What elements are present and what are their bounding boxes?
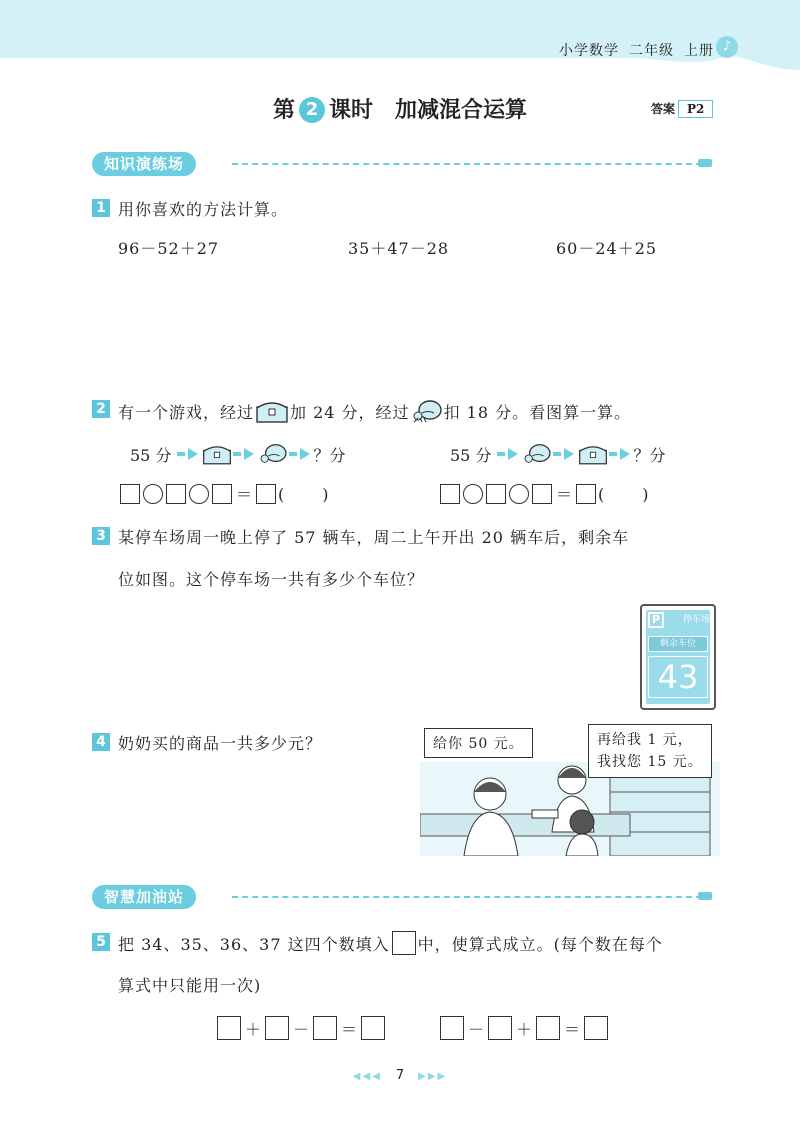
equals-sign: ＝: [556, 485, 573, 504]
parking-p-icon: P: [648, 612, 664, 628]
answer-box[interactable]: [212, 484, 232, 504]
question-2-text: [118, 398, 631, 424]
volume-label: 上册: [684, 43, 714, 59]
arrow-icon: [508, 448, 518, 460]
equation-left: [120, 482, 331, 505]
answer-box[interactable]: [486, 484, 506, 504]
treasure-chest-icon: [254, 398, 290, 424]
answer-page: P2: [678, 100, 713, 118]
treasure-chest-icon: [201, 442, 233, 466]
answer-box[interactable]: [217, 1016, 241, 1040]
cashier-line-2: 我找您 15 元。: [597, 754, 703, 770]
answer-box[interactable]: [361, 1016, 385, 1040]
operator-circle[interactable]: [143, 484, 163, 504]
section-divider: [232, 163, 702, 165]
flow-right: [450, 442, 665, 466]
arrow-icon: [244, 448, 254, 460]
example-box: [392, 931, 416, 955]
flow-left: [130, 442, 345, 466]
question-4-text: 奶奶买的商品一共多少元？: [118, 734, 323, 753]
book-series: [559, 40, 714, 60]
parking-sign-title: 停车场: [682, 615, 710, 625]
flow-left-end: ？分: [313, 445, 346, 465]
shop-illustration: [420, 722, 720, 856]
equation-right: [440, 482, 651, 505]
answer-box[interactable]: [313, 1016, 337, 1040]
question-1-text: 用你喜欢的方法计算。: [118, 200, 289, 219]
title-topic: 加减混合运算: [395, 98, 528, 123]
operator-circle[interactable]: [189, 484, 209, 504]
expression-1: 96－52＋27: [118, 239, 220, 258]
flow-right-start: 55 分: [450, 445, 492, 465]
title-suffix: 课时: [328, 98, 373, 123]
hermit-crab-icon: [257, 442, 289, 466]
arrow-icon: [620, 448, 630, 460]
minus-sign: －: [468, 1019, 485, 1039]
answer-box[interactable]: [440, 484, 460, 504]
question-number-5: 5: [92, 933, 110, 951]
equals-sign: ＝: [341, 1019, 358, 1039]
answer-box[interactable]: [265, 1016, 289, 1040]
lesson-number: 2: [299, 97, 325, 123]
answer-box[interactable]: [166, 484, 186, 504]
question-number-4: 4: [92, 733, 110, 751]
left-arrows-icon: ◀◀◀: [352, 1071, 382, 1082]
answer-box[interactable]: [576, 484, 596, 504]
title-prefix: 第: [272, 98, 295, 123]
answer-box[interactable]: [532, 484, 552, 504]
question-5-text-a: 把 34、35、36、37 这四个数填入: [118, 934, 390, 954]
minus-sign: －: [293, 1019, 310, 1039]
hermit-crab-icon: [410, 398, 444, 424]
question-5-line-1: [118, 931, 663, 955]
section-practice-label: 知识演练场: [92, 152, 196, 176]
question-5-line-2: 算式中只能用一次): [118, 976, 262, 995]
flow-right-end: ？分: [633, 445, 666, 465]
answer-box[interactable]: [584, 1016, 608, 1040]
unit-paren[interactable]: ( ): [278, 485, 331, 504]
hermit-crab-icon: [521, 442, 553, 466]
section-divider: [232, 896, 702, 898]
plus-sign: ＋: [516, 1019, 533, 1039]
expression-3: 60－24＋25: [556, 239, 658, 258]
parking-sign-subtitle: 剩余车位: [648, 636, 708, 652]
question-2-text-b: 加 24 分，经过: [290, 403, 410, 422]
question-2-text-a: 有一个游戏，经过: [118, 403, 255, 422]
question-3-line-2: 位如图。这个停车场一共有多少个车位？: [118, 570, 425, 589]
grade-label: 二年级: [629, 43, 674, 59]
operator-circle[interactable]: [463, 484, 483, 504]
equation-5-left: [217, 1016, 385, 1040]
pencil-icon: [698, 159, 712, 167]
section-practice: [92, 152, 712, 176]
parking-sign: [640, 604, 716, 710]
arrow-icon: [188, 448, 198, 460]
question-3-line-1: 某停车场周一晚上停了 57 辆车，周二上午开出 20 辆车后，剩余车: [118, 528, 630, 547]
arrow-icon: [300, 448, 310, 460]
question-2-text-c: 扣 18 分。看图算一算。: [443, 403, 632, 422]
answer-box[interactable]: [536, 1016, 560, 1040]
section-bonus: [92, 885, 712, 909]
question-number-3: 3: [92, 527, 110, 545]
question-5-text-b: 中，使算式成立。(每个数在每个: [417, 934, 663, 954]
operator-circle[interactable]: [509, 484, 529, 504]
answer-box[interactable]: [440, 1016, 464, 1040]
equation-5-right: [440, 1016, 608, 1040]
music-note-icon: ♪: [716, 36, 738, 58]
speech-bubble-cashier: [588, 724, 712, 778]
arrow-icon: [564, 448, 574, 460]
answer-box[interactable]: [488, 1016, 512, 1040]
treasure-chest-icon: [577, 442, 609, 466]
equals-sign: ＝: [564, 1019, 581, 1039]
unit-paren[interactable]: ( ): [598, 485, 651, 504]
answer-box[interactable]: [120, 484, 140, 504]
answer-label: 答案: [651, 102, 676, 116]
question-number-2: 2: [92, 400, 110, 418]
plus-sign: ＋: [245, 1019, 262, 1039]
subject-label: 小学数学: [559, 43, 619, 59]
section-bonus-label: 智慧加油站: [92, 885, 196, 909]
page-number: 7: [395, 1068, 405, 1083]
parking-remaining-value: 43: [648, 656, 708, 698]
expression-2: 35＋47－28: [348, 239, 450, 258]
answer-reference: [648, 99, 713, 118]
question-number-1: 1: [92, 199, 110, 217]
pencil-icon: [698, 892, 712, 900]
equals-sign: ＝: [236, 485, 253, 504]
cashier-line-1: 再给我 1 元，: [597, 732, 693, 748]
right-arrows-icon: ▶▶▶: [418, 1071, 448, 1082]
speech-bubble-grandma: 给你 50 元。: [424, 728, 533, 758]
page-footer: [0, 1068, 800, 1083]
answer-box[interactable]: [256, 484, 276, 504]
flow-left-start: 55 分: [130, 445, 172, 465]
